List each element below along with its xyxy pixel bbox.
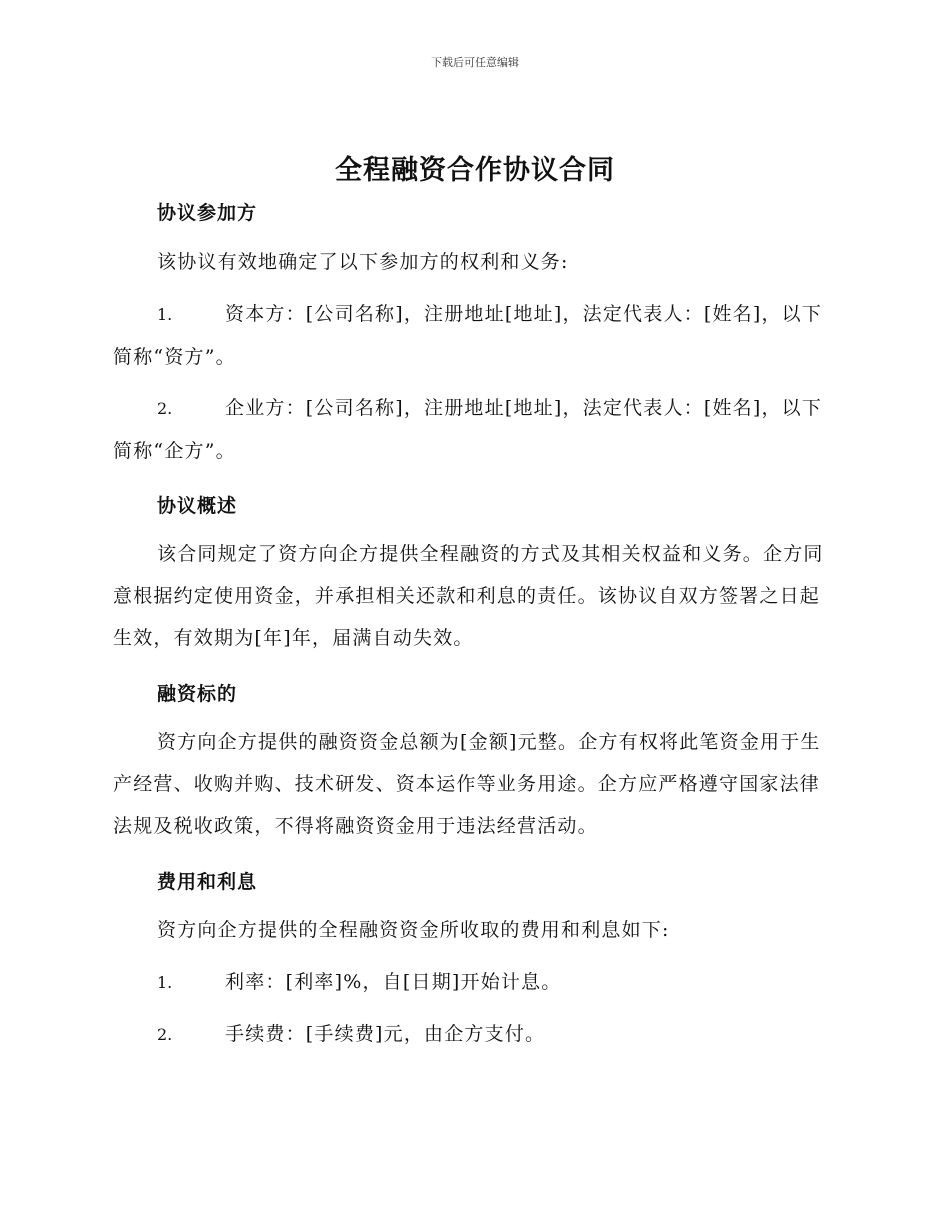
list-number: 1.: [157, 305, 173, 324]
section-heading-subject: 融资标的: [157, 683, 238, 705]
list-item-text: 利率：[利率]%，自[日期]开始计息。: [225, 971, 562, 993]
list-number: 2.: [157, 1025, 173, 1044]
section-heading-overview: 协议概述: [157, 495, 238, 517]
fees-item-2: [113, 1013, 829, 1056]
fees-item-1: [113, 961, 829, 1004]
list-item-text: 企业方：[公司名称]，注册地址[地址]，法定代表人：[姓名]，以下简称“企方”。: [113, 397, 823, 462]
list-item-text: 手续费：[手续费]元，由企方支付。: [225, 1023, 546, 1045]
list-number: 2.: [157, 399, 173, 418]
fees-intro: 资方向企方提供的全程融资资金所收取的费用和利息如下:: [157, 919, 670, 941]
list-item-text: 资本方：[公司名称]，注册地址[地址]，法定代表人：[姓名]，以下简称“资方”。: [113, 303, 823, 368]
subject-body: 资方向企方提供的融资资金总额为[金额]元整。企方有权将此笔资金用于生产经营、收购并购、技术研发、资本运作等业务用途。企方应严格遵守国家法律法规及税收政策，不得将融资资金用于违法经营活动。: [113, 731, 821, 837]
parties-item-2: [113, 387, 829, 472]
document-title: 全程融资合作协议合同: [335, 155, 615, 186]
overview-body: 该合同规定了资方向企方提供全程融资的方式及其相关权益和义务。企方同意根据约定使用资金，并承担相关还款和利息的责任。该协议自双方签署之日起生效，有效期为[年]年，届满自动失效。: [113, 543, 824, 649]
parties-item-1: [113, 293, 829, 378]
parties-intro: 该协议有效地确定了以下参加方的权利和义务:: [157, 251, 569, 273]
list-number: 1.: [157, 973, 173, 992]
header-note: 下载后可任意编辑: [431, 56, 519, 69]
section-heading-parties: 协议参加方: [157, 202, 258, 224]
section-heading-fees: 费用和利息: [157, 871, 258, 893]
